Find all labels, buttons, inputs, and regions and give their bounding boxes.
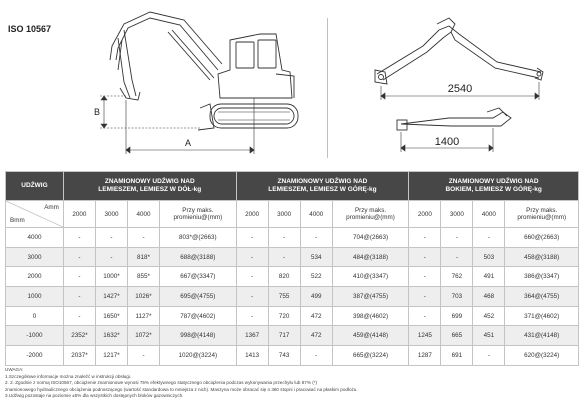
- capacity-cell: -: [128, 346, 160, 366]
- dimension-b-label: B: [94, 107, 101, 117]
- capacity-cell: 2037*: [63, 346, 95, 366]
- group-header-line: BOKIEM, LEMIESZ W GÓRĘ-kg: [445, 186, 542, 193]
- capacity-cell: -: [441, 247, 473, 267]
- capacity-cell: 704@(2663): [332, 228, 409, 248]
- excavator-side-drawing: [0, 0, 327, 165]
- table-row: [6, 247, 579, 267]
- notes-section: [5, 367, 580, 400]
- capacity-cell: -: [409, 247, 441, 267]
- sub-header: Przy maks. promieniu@(mm): [332, 201, 409, 228]
- capacity-cell: 1632*: [95, 326, 127, 346]
- capacity-cell: 1367: [236, 326, 268, 346]
- note-line: 2. 2. Zgodnie z normą ISO10567, obciążenie znamionowe wynosi 75% efektywnego statycznego obciążenia podczas wykonywania przechyłu lub 87% (*): [5, 380, 318, 386]
- capacity-cell: -: [236, 228, 268, 248]
- diagram-area: [0, 0, 584, 165]
- capacity-cell: 431@(4148): [505, 326, 579, 346]
- capacity-cell: 691: [441, 346, 473, 366]
- capacity-cell: 803*@(2663): [160, 228, 237, 248]
- capacity-cell: 665@(3224): [332, 346, 409, 366]
- capacity-cell: 1217*: [95, 346, 127, 366]
- capacity-cell: 1000*: [95, 267, 127, 287]
- capacity-cell: 1127*: [128, 306, 160, 326]
- corner-b-label: Bmm: [10, 217, 25, 224]
- capacity-cell: -: [268, 228, 300, 248]
- capacity-cell: -: [409, 228, 441, 248]
- capacity-cell: -: [409, 267, 441, 287]
- capacity-cell: 458@(3188): [505, 247, 579, 267]
- table-row: [6, 306, 579, 326]
- capacity-cell: 762: [441, 267, 473, 287]
- capacity-cell: -: [300, 228, 332, 248]
- capacity-cell: 459@(4148): [332, 326, 409, 346]
- sub-header: Przy maks. promieniu@(mm): [505, 201, 579, 228]
- uplift-header: UDŹWIG: [6, 172, 64, 201]
- group-header-blade-down: [63, 172, 236, 201]
- capacity-cell: -: [236, 287, 268, 307]
- group-header-blade-up: [236, 172, 409, 201]
- capacity-cell: -: [128, 228, 160, 248]
- sub-header: 3000: [95, 201, 127, 228]
- row-height-cell: 3000: [6, 247, 64, 267]
- capacity-cell: -: [63, 306, 95, 326]
- row-height-cell: -2000: [6, 346, 64, 366]
- capacity-cell: 818*: [128, 247, 160, 267]
- note-line: znamionowego hydraulicznego obciążenia podnoszącego (wartość standardowa to mniejsza z nich). Maszyna może obracać się o 360 stopni i pracować na płaskim podłożu.: [5, 386, 358, 392]
- row-height-cell: -1000: [6, 326, 64, 346]
- capacity-cell: -: [236, 306, 268, 326]
- capacity-cell: 386@(3347): [505, 267, 579, 287]
- capacity-cell: 522: [300, 267, 332, 287]
- capacity-cell: -: [268, 247, 300, 267]
- iso-label: ISO 10567: [8, 24, 52, 34]
- capacity-cell: 755: [268, 287, 300, 307]
- capacity-cell: -: [409, 287, 441, 307]
- capacity-cell: 1072*: [128, 326, 160, 346]
- corner-a-label: Amm: [44, 204, 59, 211]
- capacity-cell: 667@(3347): [160, 267, 237, 287]
- capacity-cell: 1427*: [95, 287, 127, 307]
- sub-header: 2000: [236, 201, 268, 228]
- capacity-cell: 472: [300, 306, 332, 326]
- capacity-cell: 1245: [409, 326, 441, 346]
- capacity-cell: 787@(4602): [160, 306, 237, 326]
- row-height-cell: 1000: [6, 287, 64, 307]
- capacity-cell: 855*: [128, 267, 160, 287]
- sub-header: 4000: [128, 201, 160, 228]
- capacity-cell: 468: [473, 287, 505, 307]
- sub-header: 4000: [300, 201, 332, 228]
- group-header-line: LEMIESZEM, LEMIESZ W GÓRĘ-kg: [268, 186, 377, 193]
- capacity-cell: 1026*: [128, 287, 160, 307]
- table-row: [6, 326, 579, 346]
- group-header-line: LEMIESZEM, LEMIESZ W DÓŁ-kg: [98, 186, 202, 193]
- group-header-side-blade-up: [409, 172, 579, 201]
- sub-header: 3000: [441, 201, 473, 228]
- dimension-a-label: A: [184, 138, 192, 148]
- capacity-cell: 410@(3347): [332, 267, 409, 287]
- capacity-cell: 1650*: [95, 306, 127, 326]
- table-row: [6, 346, 579, 366]
- group-header-line: ZNAMIONOWY UDŹWIG NAD: [104, 178, 195, 185]
- capacity-cell: -: [95, 228, 127, 248]
- capacity-cell: 503: [473, 247, 505, 267]
- capacity-cell: -: [63, 228, 95, 248]
- table-row: [6, 287, 579, 307]
- capacity-cell: 620@(3224): [505, 346, 579, 366]
- capacity-cell: -: [473, 346, 505, 366]
- width-dimension-label: 1400: [434, 136, 460, 148]
- table-row: [6, 228, 579, 248]
- capacity-cell: 665: [441, 326, 473, 346]
- capacity-cell: -: [409, 306, 441, 326]
- capacity-cell: -: [63, 287, 95, 307]
- capacity-cell: 660@(2663): [505, 228, 579, 248]
- row-height-cell: 4000: [6, 228, 64, 248]
- boom-reach-drawing: [327, 0, 584, 165]
- capacity-cell: 451: [473, 326, 505, 346]
- capacity-cell: 720: [268, 306, 300, 326]
- capacity-cell: 717: [268, 326, 300, 346]
- table-header-row: [6, 172, 579, 201]
- capacity-cell: -: [236, 247, 268, 267]
- capacity-cell: 998@(4148): [160, 326, 237, 346]
- capacity-cell: 688@(3188): [160, 247, 237, 267]
- capacity-cell: 371@(4602): [505, 306, 579, 326]
- sub-header: 2000: [409, 201, 441, 228]
- row-height-cell: 2000: [6, 267, 64, 287]
- sub-header: 2000: [63, 201, 95, 228]
- capacity-cell: 1287: [409, 346, 441, 366]
- capacity-cell: -: [95, 247, 127, 267]
- lift-capacity-table: [5, 171, 579, 366]
- capacity-cell: 2352*: [63, 326, 95, 346]
- capacity-cell: 1020@(3224): [160, 346, 237, 366]
- table-row: [6, 267, 579, 287]
- reach-dimension-label: 2540: [447, 83, 473, 95]
- capacity-cell: 484@(3188): [332, 247, 409, 267]
- capacity-cell: 472: [300, 326, 332, 346]
- capacity-cell: 699: [441, 306, 473, 326]
- capacity-cell: 387@(4755): [332, 287, 409, 307]
- note-line: 3.Udźwig pozostaje na poziomie ±5% dla wszystkich dostępnych bloków gazowniczych.: [5, 393, 184, 399]
- capacity-cell: -: [441, 228, 473, 248]
- capacity-cell: -: [236, 267, 268, 287]
- capacity-cell: 695@(4755): [160, 287, 237, 307]
- capacity-cell: 398@(4602): [332, 306, 409, 326]
- capacity-cell: 743: [268, 346, 300, 366]
- group-header-line: ZNAMIONOWY UDŹWIG NAD: [277, 178, 368, 185]
- capacity-cell: -: [300, 346, 332, 366]
- capacity-cell: 1413: [236, 346, 268, 366]
- capacity-cell: -: [63, 267, 95, 287]
- capacity-cell: 703: [441, 287, 473, 307]
- row-height-cell: 0: [6, 306, 64, 326]
- corner-cell: [6, 201, 64, 228]
- sub-header: 4000: [473, 201, 505, 228]
- table-subheader-row: [6, 201, 579, 228]
- capacity-cell: 499: [300, 287, 332, 307]
- sub-header: 3000: [268, 201, 300, 228]
- table-body: [6, 228, 579, 366]
- group-header-line: ZNAMIONOWY UDŹWIG NAD: [448, 178, 539, 185]
- capacity-cell: 534: [300, 247, 332, 267]
- capacity-cell: -: [473, 228, 505, 248]
- capacity-cell: 364@(4755): [505, 287, 579, 307]
- capacity-cell: 452: [473, 306, 505, 326]
- capacity-cell: 820: [268, 267, 300, 287]
- notes-title: UWAGA:: [5, 367, 24, 372]
- capacity-cell: -: [63, 247, 95, 267]
- sub-header: Przy maks. promieniu@(mm): [160, 201, 237, 228]
- capacity-cell: 491: [473, 267, 505, 287]
- note-line: 1.Szczegółowe informacje można znaleźć w instrukcji obsługi.: [5, 373, 132, 379]
